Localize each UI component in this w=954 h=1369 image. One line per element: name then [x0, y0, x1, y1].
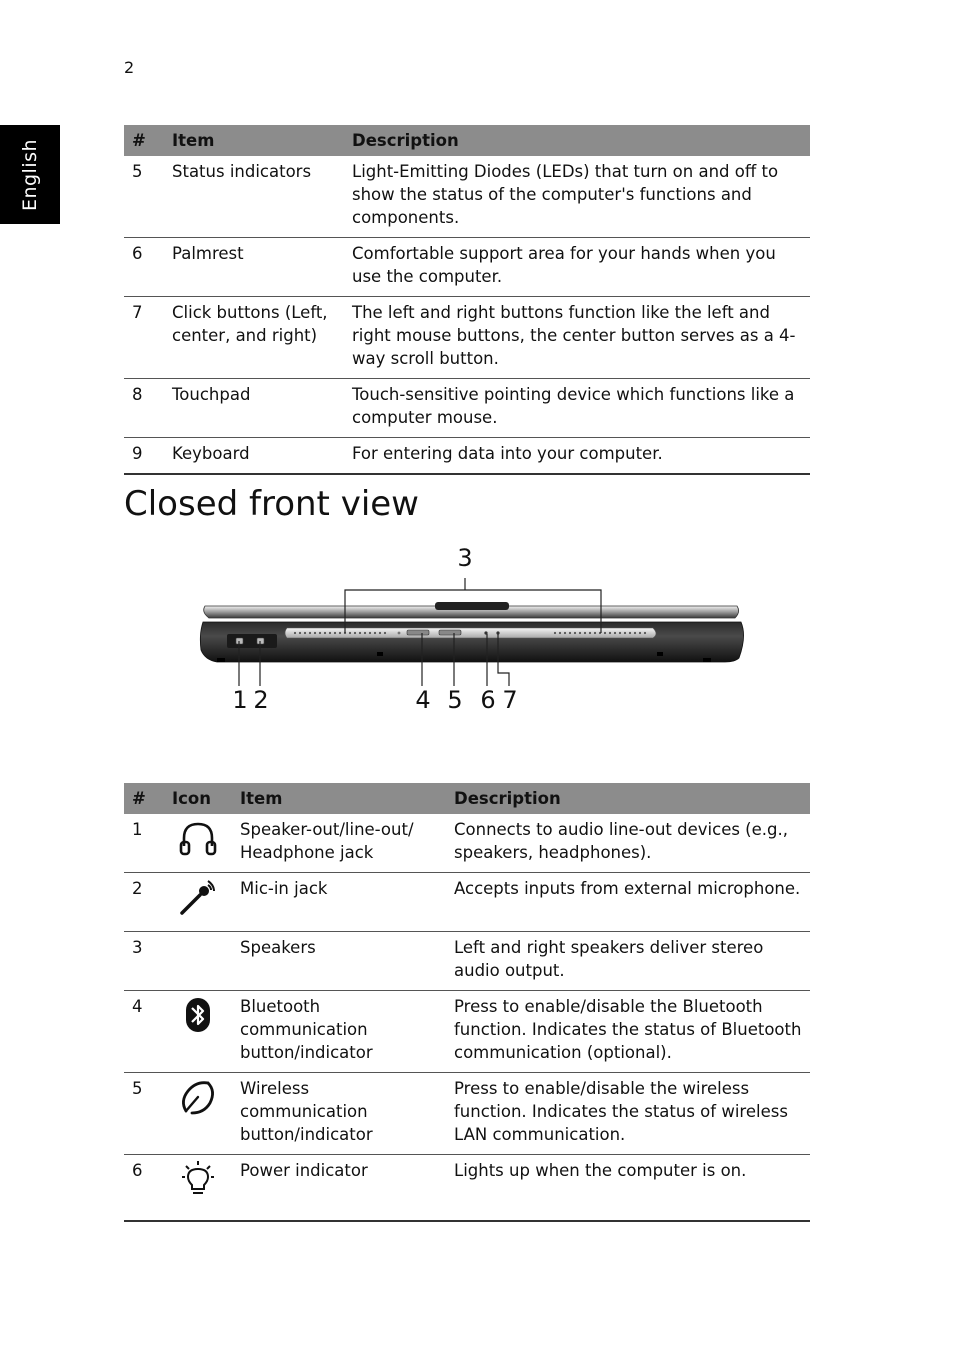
- column-header-number: #: [124, 125, 164, 156]
- row-description: Light-Emitting Diodes (LEDs) that turn on and off to show the status of the computer's functions and components.: [344, 156, 810, 238]
- table-row: [124, 991, 810, 1073]
- wireless-icon: [178, 1077, 218, 1117]
- row-item: Mic-in jack: [232, 873, 446, 932]
- language-tab: [0, 125, 60, 224]
- row-description: Comfortable support area for your hands when you use the computer.: [344, 238, 810, 297]
- row-number: 4: [124, 991, 164, 1073]
- column-header-description: Description: [446, 783, 810, 814]
- foot: [377, 652, 383, 656]
- table-row: [124, 438, 810, 475]
- table-2: [124, 783, 810, 1222]
- row-description: Lights up when the computer is on.: [446, 1155, 810, 1221]
- table-row: [124, 156, 810, 238]
- row-number: 8: [124, 379, 164, 438]
- table-row: [124, 873, 810, 932]
- row-item: Wireless communication button/indicator: [232, 1073, 446, 1155]
- column-header-item: Item: [232, 783, 446, 814]
- headphone-icon: [178, 818, 218, 858]
- row-description: Left and right speakers deliver stereo audio output.: [446, 932, 810, 991]
- callout-speakers: 3: [457, 544, 473, 572]
- callout-bluetooth: 4: [415, 686, 431, 714]
- row-description: Press to enable/disable the Bluetooth function. Indicates the status of Bluetooth communication (optional).: [446, 991, 810, 1073]
- table-2-header: [124, 783, 810, 814]
- row-description: Press to enable/disable the wireless function. Indicates the status of wireless LAN communication.: [446, 1073, 810, 1155]
- column-header-number: #: [124, 783, 164, 814]
- row-number: 7: [124, 297, 164, 379]
- table-row: [124, 1073, 810, 1155]
- row-item: Status indicators: [164, 156, 344, 238]
- row-description: Connects to audio line-out devices (e.g., speakers, headphones).: [446, 814, 810, 873]
- language-tab-label: English: [19, 138, 41, 211]
- row-description: Accepts inputs from external microphone.: [446, 873, 810, 932]
- table-1: [124, 125, 810, 475]
- table-row: [124, 1155, 810, 1221]
- jack-area: [227, 634, 277, 648]
- row-number: 5: [124, 156, 164, 238]
- row-number: 6: [124, 1155, 164, 1221]
- column-header-description: Description: [344, 125, 810, 156]
- row-item: Touchpad: [164, 379, 344, 438]
- row-number: 1: [124, 814, 164, 873]
- row-number: 5: [124, 1073, 164, 1155]
- row-item: Bluetooth communication button/indicator: [232, 991, 446, 1073]
- table-1-header: [124, 125, 810, 156]
- page-number: 2: [124, 58, 135, 77]
- callout-mic-jack: 2: [253, 686, 269, 714]
- row-number: 2: [124, 873, 164, 932]
- row-description: Touch-sensitive pointing device which functions like a computer mouse.: [344, 379, 810, 438]
- table-row: [124, 379, 810, 438]
- bluetooth-button-shape: [407, 630, 429, 635]
- bluetooth-icon: [183, 995, 213, 1035]
- table-row: [124, 932, 810, 991]
- row-item: Power indicator: [232, 1155, 446, 1221]
- callout-power: 6: [480, 686, 496, 714]
- row-description: For entering data into your computer.: [344, 438, 810, 475]
- wireless-button-shape: [439, 630, 461, 635]
- row-item: Speakers: [232, 932, 446, 991]
- row-item: Click buttons (Left, center, and right): [164, 297, 344, 379]
- closed-front-view-diagram: [195, 540, 755, 730]
- foot: [657, 652, 663, 656]
- row-number: 6: [124, 238, 164, 297]
- column-header-icon: Icon: [164, 783, 232, 814]
- row-item: Palmrest: [164, 238, 344, 297]
- callout-wireless: 5: [447, 686, 463, 714]
- table-row: [124, 238, 810, 297]
- small-indicator: [398, 632, 401, 635]
- row-description: The left and right buttons function like the left and right mouse buttons, the center button serves as a 4-way scroll button.: [344, 297, 810, 379]
- callout-headphone-jack: 1: [232, 686, 248, 714]
- foot: [217, 658, 225, 662]
- row-number: 3: [124, 932, 164, 991]
- table-row: [124, 814, 810, 873]
- empty-icon-cell: [164, 932, 232, 991]
- table-row: [124, 297, 810, 379]
- callout-battery: 7: [502, 686, 518, 714]
- row-number: 9: [124, 438, 164, 475]
- power-indicator-icon: [178, 1159, 218, 1199]
- row-item: Speaker-out/line-out/ Headphone jack: [232, 814, 446, 873]
- foot: [703, 658, 711, 662]
- row-item: Keyboard: [164, 438, 344, 475]
- section-title: Closed front view: [124, 484, 419, 524]
- microphone-icon: [178, 877, 218, 917]
- lid-latch: [435, 602, 509, 610]
- column-header-item: Item: [164, 125, 344, 156]
